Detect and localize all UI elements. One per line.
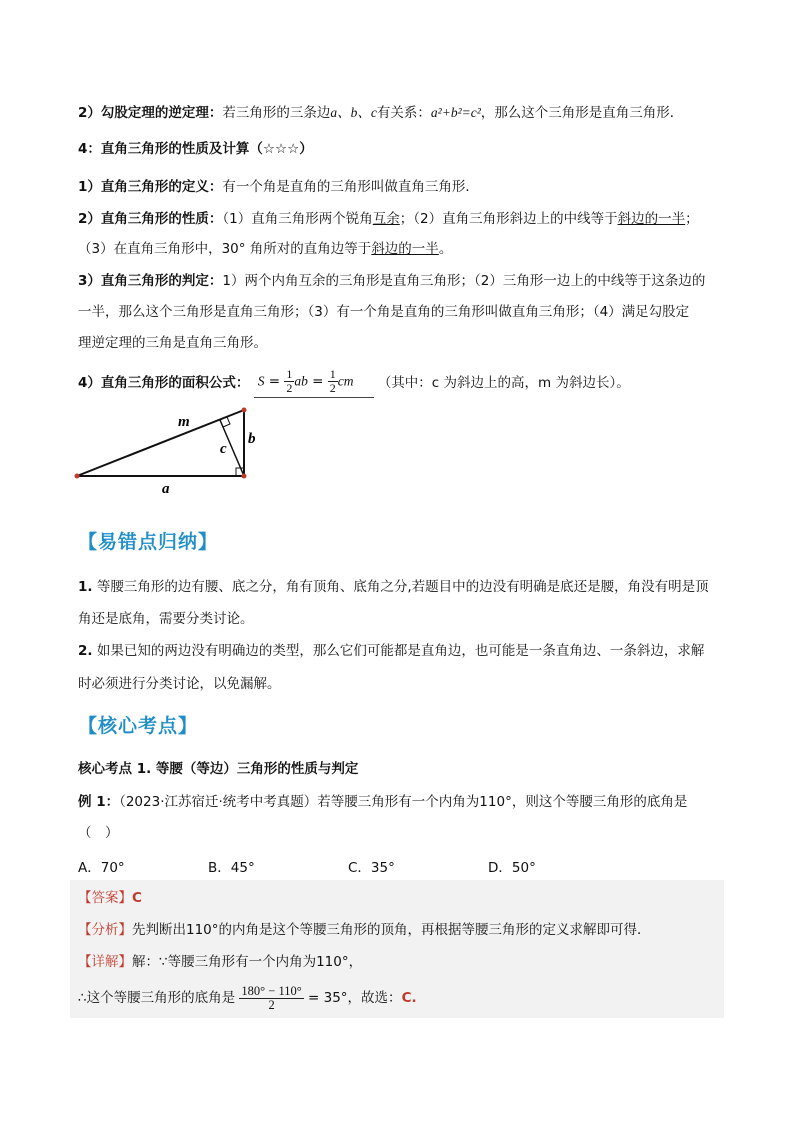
right-triangle-figure xyxy=(60,395,280,495)
text: ；（2）直角三角形斜边上的中线等于 xyxy=(399,211,618,227)
label-a: a xyxy=(162,481,170,495)
item-label: 1）直角三角形的定义： xyxy=(78,179,223,195)
detail-text: 解：∵等腰三角形有一个内角为110°， xyxy=(132,954,363,970)
option-b: B．45° xyxy=(208,860,255,876)
error-2-line-2: 时必须进行分类讨论，以免漏解。 xyxy=(78,676,281,692)
errors-heading: 【易错点归纳】 xyxy=(78,531,219,553)
example-1-line xyxy=(78,793,687,811)
option-d: D．50° xyxy=(488,860,536,876)
definition-line xyxy=(78,178,479,196)
underlined-text: 斜边的一半 xyxy=(617,211,686,227)
detail-line-1 xyxy=(78,953,362,971)
fraction-half xyxy=(284,368,294,395)
formula-cm: cm xyxy=(337,373,354,389)
section-4-title: 4：直角三角形的性质及计算（☆☆☆） xyxy=(78,141,313,157)
formula: a²+b²=c² xyxy=(430,105,481,120)
detail-text: = 35°，故选： xyxy=(308,990,402,1006)
label-m: m xyxy=(178,414,190,430)
frac-num: 180° − 110° xyxy=(241,983,302,998)
area-formula xyxy=(254,368,374,398)
frac-den: 2 xyxy=(329,381,336,395)
example-label: 例 1： xyxy=(78,794,120,810)
example-text: 若等腰三角形有一个内角为110°，则这个等腰三角形的底角是 xyxy=(317,794,688,810)
example-blank: （ ） xyxy=(78,825,119,841)
core-point-title: 核心考点 1. 等腰（等边）三角形的性质与判定 xyxy=(78,761,359,777)
detail-text: ∴这个等腰三角形的底角是 xyxy=(78,990,236,1006)
formula-ab: ab xyxy=(294,373,308,389)
property-line-1 xyxy=(78,210,699,228)
error-1-line-2: 角还是底角，需要分类讨论。 xyxy=(78,611,254,627)
text: ，那么这个三角形是直角三角形． xyxy=(480,105,684,121)
judgement-line-3: 理逆定理的三角是直角三角形。 xyxy=(78,335,267,351)
text: 有一个角是直角的三角形叫做直角三角形． xyxy=(222,179,479,195)
hypotenuse-m xyxy=(77,410,244,476)
item-label: 2）勾股定理的逆定理： xyxy=(78,105,223,121)
item-label: 3）直角三角形的判定： xyxy=(78,273,223,289)
frac-den: 2 xyxy=(286,381,293,395)
text: 若三角形的三条边 xyxy=(222,105,331,121)
analysis-line xyxy=(78,921,651,939)
frac-den: 2 xyxy=(268,997,275,1012)
answer-value: C xyxy=(132,890,142,906)
judgement-line-1 xyxy=(78,272,705,290)
area-note: （其中：c 为斜边上的高，m 为斜边长）。 xyxy=(377,375,630,391)
formula-eq: = xyxy=(312,373,324,390)
fraction-half xyxy=(328,368,338,395)
formula-s: S xyxy=(257,373,265,389)
error-1-line-1 xyxy=(78,578,709,596)
text: 1）两个内角互余的三角形是直角三角形；（2）三角形一边上的中线等于这条边的 xyxy=(222,273,706,289)
text: 如果已知的两边没有明确边的类型，那么它们可能都是直角边，也可能是一条直角边、一条斜边，求解 xyxy=(96,643,705,659)
analysis-text: 先判断出110°的内角是这个等腰三角形的顶角，再根据等腰三角形的定义求解即可得． xyxy=(132,922,651,938)
underlined-text: 互余 xyxy=(372,211,400,227)
label-b: b xyxy=(248,431,256,447)
text: （1）直角三角形两个锐角 xyxy=(222,211,373,227)
frac-num: 1 xyxy=(286,367,293,381)
answer-line xyxy=(78,889,142,907)
text: 有关系： xyxy=(376,105,431,121)
text: （3）在直角三角形中，30° 角所对的直角边等于 xyxy=(78,241,372,257)
item-label: 2）直角三角形的性质： xyxy=(78,211,223,227)
error-2-line-1 xyxy=(78,642,704,660)
property-line-2 xyxy=(78,240,452,258)
option-c: C．35° xyxy=(348,860,395,876)
base-angle-fraction xyxy=(239,985,303,1012)
detail-answer: C. xyxy=(401,990,417,1006)
example-source: （2023·江苏宿迁·统考中考真题） xyxy=(119,794,318,810)
underlined-text: 斜边的一半 xyxy=(371,241,439,257)
detail-line-2 xyxy=(78,983,417,1013)
text: 等腰三角形的边有腰、底之分，角有顶角、底角之分,若题目中的边没有明确是底还是腰，角没有明是顶 xyxy=(96,579,709,595)
vars: a、b、c xyxy=(330,105,377,120)
core-heading: 【核心考点】 xyxy=(78,715,199,737)
frac-num: 1 xyxy=(329,367,336,381)
text: ； xyxy=(685,211,699,227)
item-number: 1. xyxy=(78,579,93,595)
item-number: 2. xyxy=(78,643,93,659)
text: 。 xyxy=(438,241,453,257)
option-a: A．70° xyxy=(78,860,125,876)
judgement-line-2: 一半，那么这个三角形是直角三角形；（3）有一个角是直角的三角形叫做直角三角形；（4）满足勾股定 xyxy=(78,304,690,320)
area-formula-line xyxy=(78,368,630,398)
answer-label: 【答案】 xyxy=(78,890,132,906)
label-c: c xyxy=(220,441,227,457)
item-label: 4）直角三角形的面积公式： xyxy=(78,375,250,391)
inverse-pythagorean-line xyxy=(78,104,683,122)
analysis-label: 【分析】 xyxy=(78,922,132,938)
detail-label: 【详解】 xyxy=(78,954,132,970)
formula-eq: = xyxy=(268,373,281,390)
